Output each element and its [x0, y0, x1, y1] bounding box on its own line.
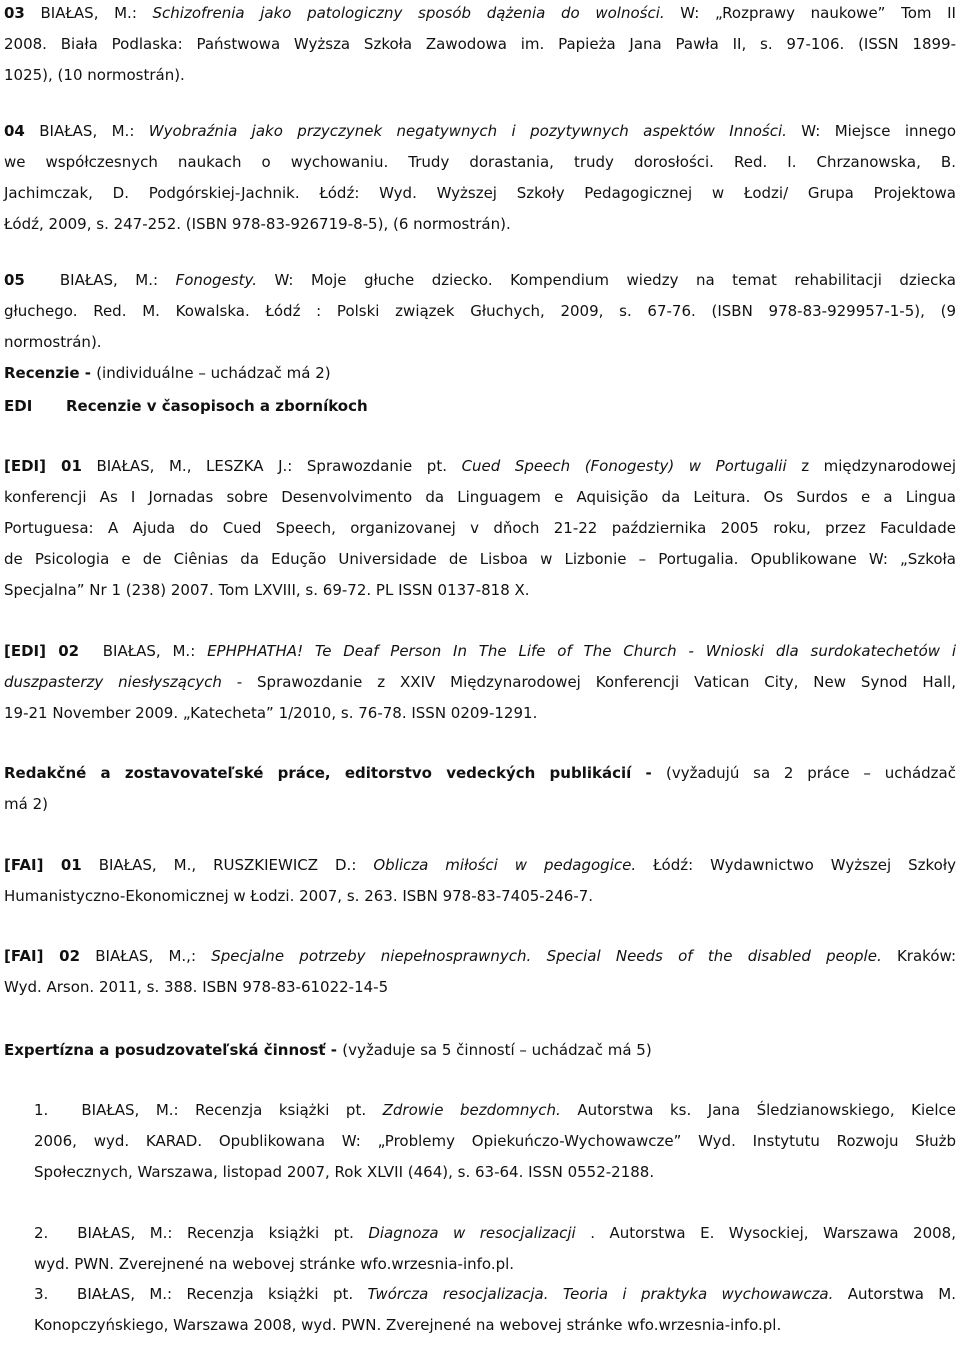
- edi-title: Recenzie v časopisoch a zborníkoch: [66, 397, 368, 415]
- entry-fai-02: [4, 941, 956, 1003]
- edi-section-heading: [4, 391, 956, 422]
- expertiza-item-1-line-2: 2006, wyd. KARAD. Opublikowana W: „Problemy Opiekuńczo-Wychowawcze” Wyd. Instytutu Rozwoju Służb: [34, 1132, 956, 1150]
- entry-edi-01-line-3: Portuguesa: A Ajuda do Cued Speech, organizovanej v dňoch 21-22 października 2005 roku, przez Faculdade: [4, 519, 956, 537]
- entry-04-line-3: Jachimczak, D. Podgórskiej-Jachnik. Łódź: Wyd. Wyższej Szkoły Pedagogicznej w Łodzi/ Grupa Projektowa: [4, 184, 956, 202]
- entry-fai-01-line-2: Humanistyczno-Ekonomicznej w Łodzi. 2007, s. 263. ISBN 978-83-7405-246-7.: [4, 887, 594, 905]
- entry-03-line-3: 1025), (10 normostrán).: [4, 66, 185, 84]
- expertiza-item-1: [34, 1095, 956, 1188]
- entry-edi-02-line-2: duszpasterzy niesłyszących - Sprawozdanie z XXIV Międzynarodowej Konferencji Vatican City, New Synod Hall,: [4, 673, 956, 691]
- entry-04-line-2: we współczesnych naukach o wychowaniu. Trudy dorastania, trudy dorosłości. Red. I. Chrzanowska, B.: [4, 153, 956, 171]
- redakcne-heading: Redakčné a zostavovateľské práce, editorstvo vedeckých publikácií - (vyžadujú sa 2 práce – uchádzač má 2): [4, 764, 956, 813]
- edi-code: EDI: [4, 397, 33, 415]
- entry-05-line-2: głuchego. Red. M. Kowalska. Łódź : Polski związek Głuchych, 2009, s. 67-76. (ISBN 978-83-929957-1-5), (9: [4, 302, 956, 320]
- entry-edi-01: [4, 451, 956, 606]
- entry-fai-02-line-1: [FAI] 02 BIAŁAS, M.,: Specjalne potrzeby niepełnosprawnych. Special Needs of the disabled people. Kraków:: [4, 947, 956, 965]
- entry-05: [4, 265, 956, 358]
- entry-edi-01-line-4: de Psicologia e de Ciênias da Edução Universidade de Lisboa w Lizbonie – Portugalia. Opublikowane W: „Szkoła: [4, 550, 956, 568]
- entry-03-line-2: 2008. Biała Podlaska: Państwowa Wyższa Szkoła Zawodowa im. Papieża Jana Pawła II, s. 97-106. (ISSN 1899-: [4, 35, 956, 53]
- expertiza-item-3: [34, 1279, 956, 1341]
- expertiza-item-2-line-2: wyd. PWN. Zverejnené na webovej stránke wfo.wrzesnia-info.pl.: [34, 1255, 515, 1273]
- entry-fai-02-line-2: Wyd. Arson. 2011, s. 388. ISBN 978-83-61022-14-5: [4, 978, 389, 996]
- expertiza-item-1-line-3: Społecznych, Warszawa, listopad 2007, Rok XLVII (464), s. 63-64. ISSN 0552-2188.: [34, 1163, 655, 1181]
- entry-fai-01: [4, 850, 956, 912]
- expertizna-heading: Expertízna a posudzovateľská činnosť - (vyžaduje sa 5 činností – uchádzač má 5): [4, 1041, 652, 1059]
- entry-03-line-1: 03 BIAŁAS, M.: Schizofrenia jako patologiczny sposób dążenia do wolności. W: „Rozprawy naukowe” Tom II: [4, 4, 956, 22]
- expertiza-item-3-line-1: 3. BIAŁAS, M.: Recenzja książki pt. Twórcza resocjalizacja. Teoria i praktyka wychowawcza. Autorstwa M.: [34, 1285, 956, 1303]
- expertiza-item-2-line-1: 2. BIAŁAS, M.: Recenzja książki pt. Diagnoza w resocjalizacji . Autorstwa E. Wysockiej, Warszawa 2008,: [34, 1224, 956, 1242]
- entry-04-line-1: 04 BIAŁAS, M.: Wyobraźnia jako przyczynek negatywnych i pozytywnych aspektów Inności. W: Miejsce innego: [4, 122, 956, 140]
- entry-edi-02-line-1: [EDI] 02 BIAŁAS, M.: EPHPHATHA! Te Deaf Person In The Life of The Church - Wnioski dla surdokatechetów i: [4, 642, 956, 660]
- entry-04: [4, 116, 956, 240]
- entry-05-line-1: 05 BIAŁAS, M.: Fonogesty. W: Moje głuche dziecko. Kompendium wiedzy na temat rehabilitacji dziecka: [4, 271, 956, 289]
- entry-edi-02: [4, 636, 956, 729]
- entry-edi-01-line-5: Specjalna” Nr 1 (238) 2007. Tom LXVIII, s. 69-72. PL ISSN 0137-818 X.: [4, 581, 530, 599]
- entry-edi-01-line-1: [EDI] 01 BIAŁAS, M., LESZKA J.: Sprawozdanie pt. Cued Speech (Fonogesty) w Portugalii z międzynarodowej: [4, 457, 956, 475]
- entry-03: [4, 0, 956, 91]
- entry-edi-02-line-3: 19-21 November 2009. „Katecheta” 1/2010, s. 76-78. ISSN 0209-1291.: [4, 704, 538, 722]
- entry-05-line-3: normostrán).: [4, 333, 102, 351]
- entry-04-line-4: Łódź, 2009, s. 247-252. (ISBN 978-83-926719-8-5), (6 normostrán).: [4, 215, 511, 233]
- recenzie-heading: Recenzie - (individuálne – uchádzač má 2): [4, 364, 331, 382]
- expertiza-item-1-line-1: 1. BIAŁAS, M.: Recenzja książki pt. Zdrowie bezdomnych. Autorstwa ks. Jana Śledzianowskiego, Kielce: [34, 1101, 956, 1119]
- entry-edi-01-line-2: konferencji As I Jornadas sobre Desenvolvimento da Linguagem e Aquisição da Leitura. Os Surdos e a Lingua: [4, 488, 956, 506]
- expertiza-item-2: [34, 1218, 956, 1280]
- expertiza-item-3-line-2: Konopczyńskiego, Warszawa 2008, wyd. PWN. Zverejnené na webovej stránke wfo.wrzesnia-info.pl.: [34, 1316, 782, 1334]
- entry-fai-01-line-1: [FAI] 01 BIAŁAS, M., RUSZKIEWICZ D.: Oblicza miłości w pedagogice. Łódź: Wydawnictwo Wyższej Szkoły: [4, 856, 956, 874]
